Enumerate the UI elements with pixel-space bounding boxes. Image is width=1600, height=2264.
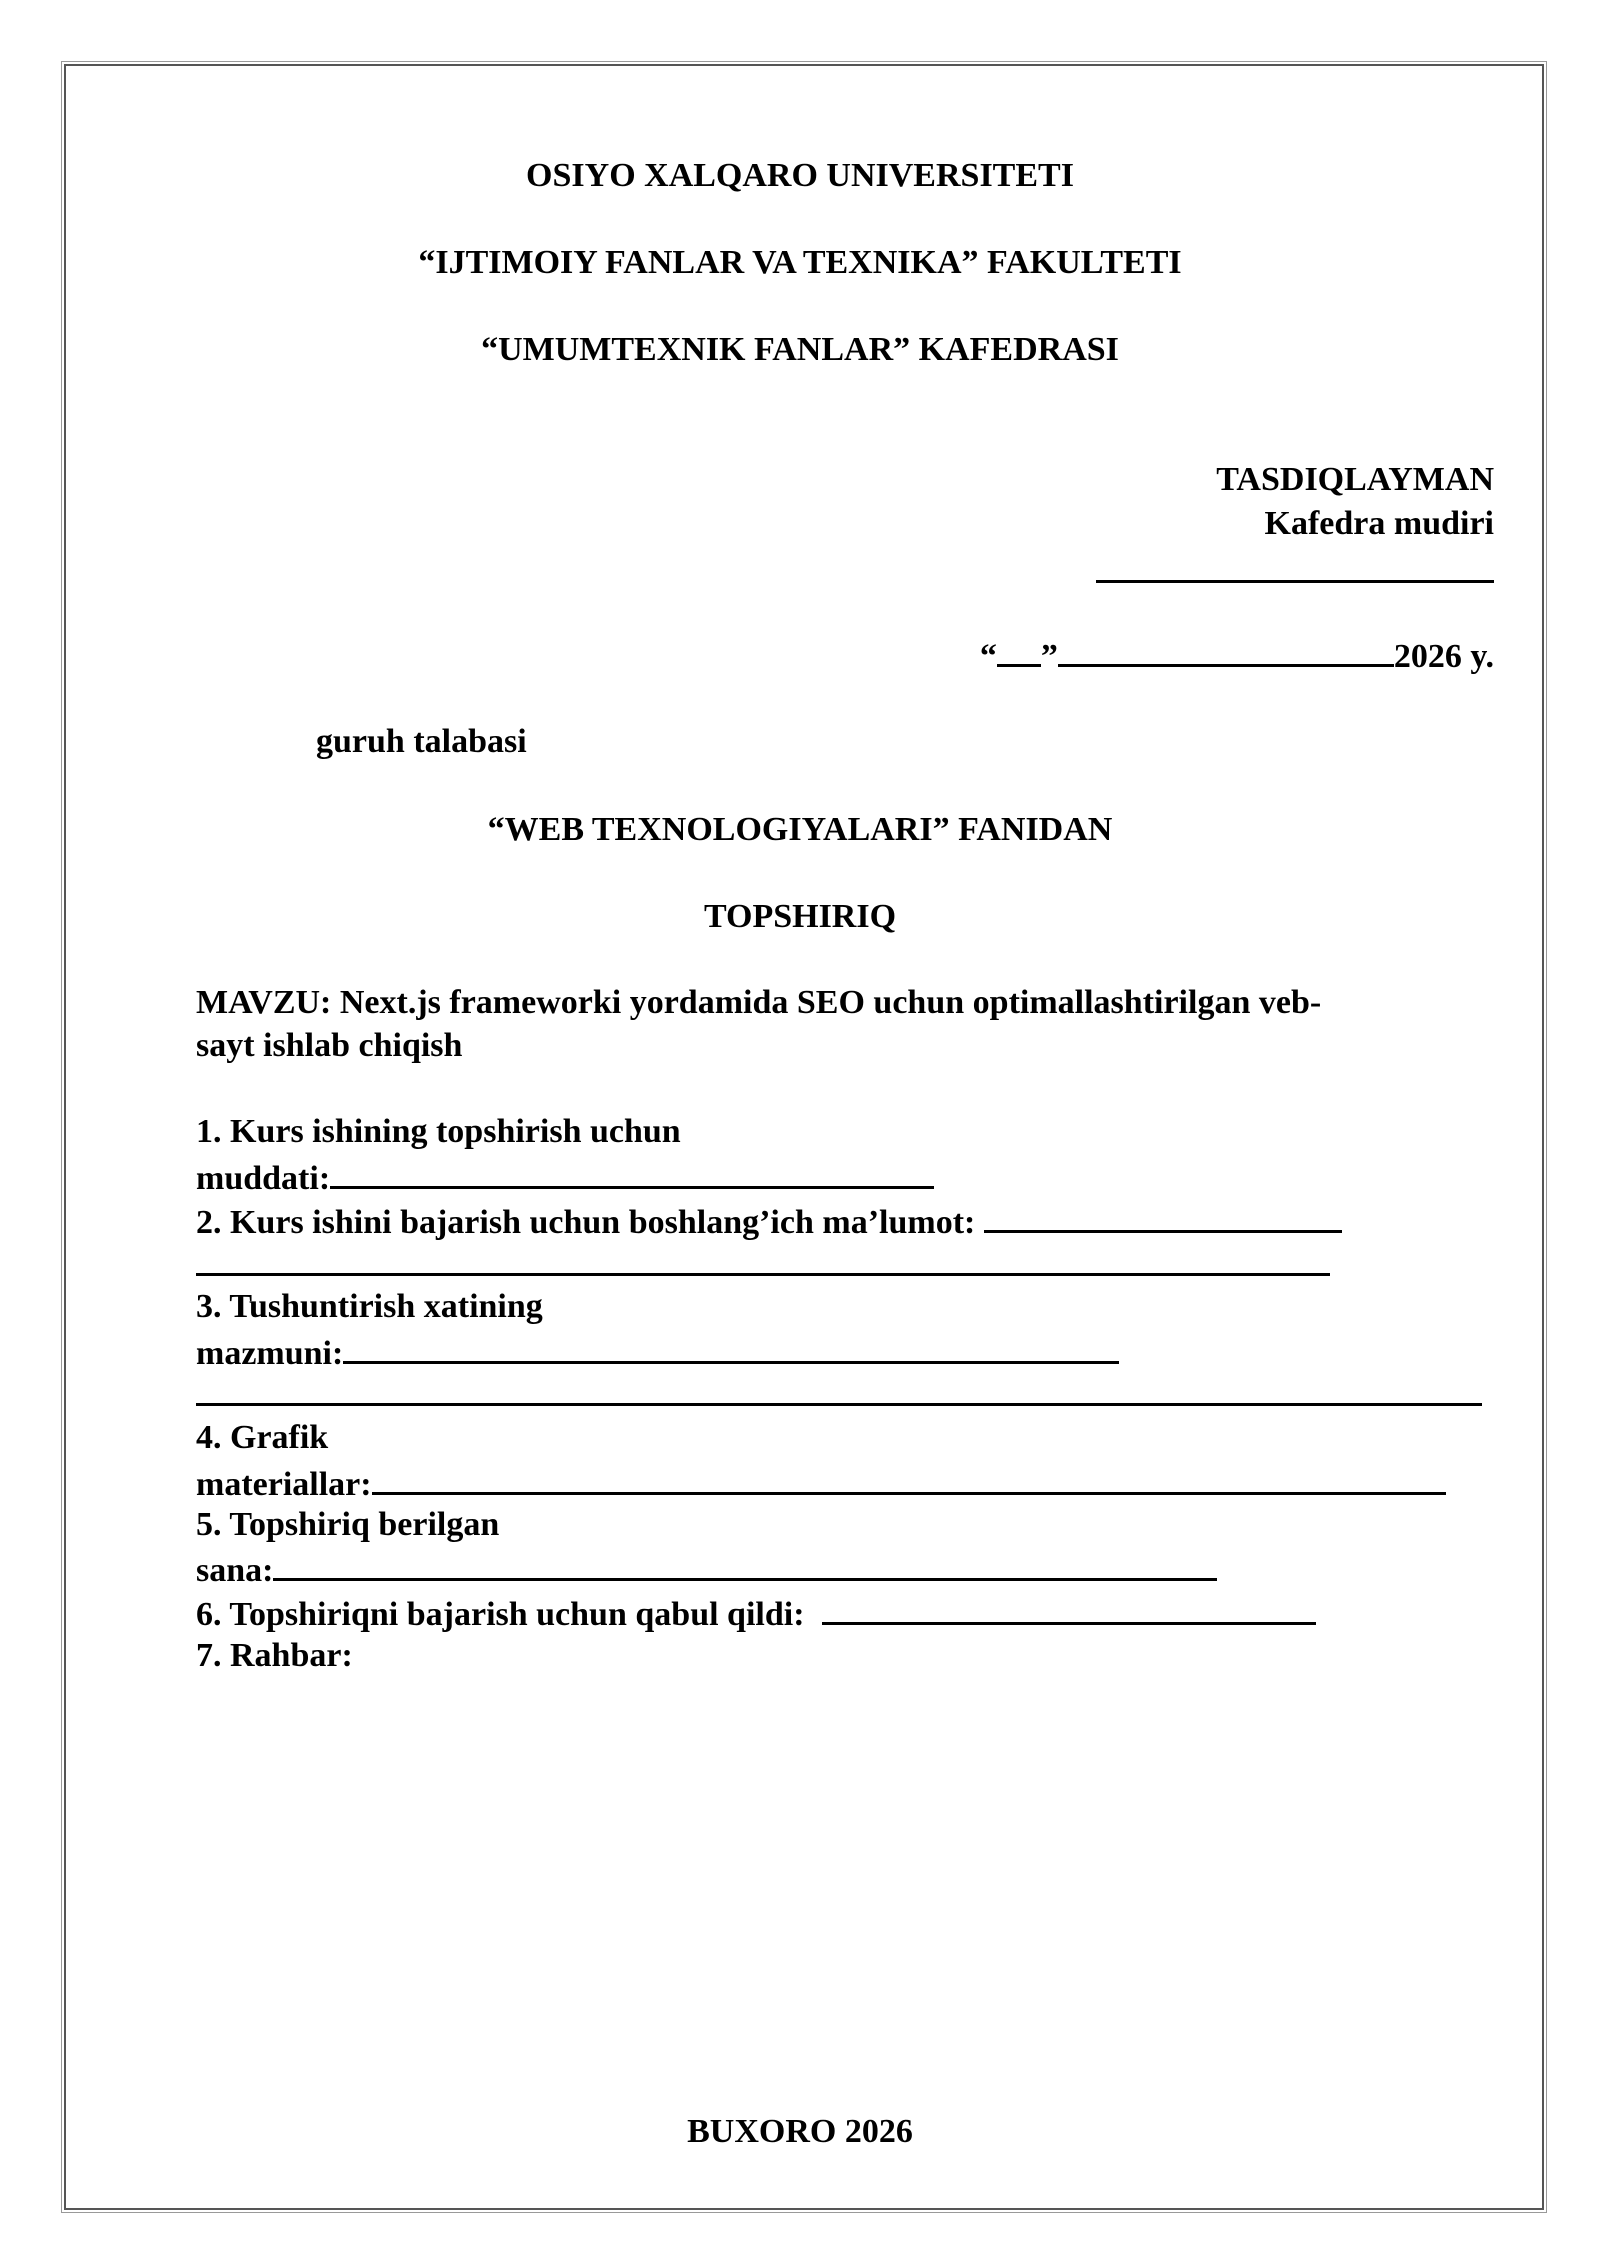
item-2-label: 2. Kurs ishini bajarish uchun boshlang’ich ma’lumot: bbox=[196, 1204, 976, 1241]
faculty-name: “IJTIMOIY FANLAR VA TEXNIKA” FAKULTETI bbox=[418, 244, 1182, 281]
item-5-label-cont: sana: bbox=[196, 1552, 274, 1589]
item-2-field bbox=[196, 1198, 1342, 1245]
date-close-quote: ” bbox=[1040, 638, 1058, 675]
signature-line bbox=[1096, 580, 1494, 583]
item-4-label-cont: materiallar: bbox=[196, 1466, 372, 1503]
department-name: “UMUMTEXNIK FANLAR” KAFEDRASI bbox=[481, 331, 1119, 368]
item-6-field bbox=[196, 1590, 1316, 1637]
accepted-by-blank bbox=[822, 1590, 1316, 1625]
day-blank bbox=[997, 632, 1041, 667]
document-type: TOPSHIRIQ bbox=[703, 898, 897, 935]
item-3-label-cont: mazmuni: bbox=[196, 1335, 344, 1372]
approval-role: Kafedra mudiri bbox=[1264, 505, 1494, 542]
topic-line-1: MAVZU: Next.js frameworki yordamida SEO uchun optimallashtirilgan veb- bbox=[196, 984, 1322, 1021]
approval-title: TASDIQLAYMAN bbox=[1216, 461, 1494, 498]
approval-date bbox=[980, 632, 1494, 679]
initial-data-blank-2 bbox=[196, 1273, 1330, 1276]
footer-place-year: BUXORO 2026 bbox=[687, 2113, 913, 2150]
date-open-quote: “ bbox=[979, 638, 997, 675]
item-1-label: 1. Kurs ishining topshirish uchun bbox=[196, 1113, 681, 1150]
subject-title: “WEB TEXNOLOGIYALARI” FANIDAN bbox=[487, 811, 1113, 848]
graphics-blank bbox=[372, 1460, 1446, 1495]
item-5-field bbox=[196, 1546, 1217, 1593]
date-year: 2026 y. bbox=[1393, 638, 1494, 675]
topic-line-2: sayt ishlab chiqish bbox=[196, 1027, 463, 1064]
deadline-blank bbox=[330, 1154, 934, 1189]
date-given-blank bbox=[273, 1546, 1217, 1581]
item-7-label: 7. Rahbar: bbox=[196, 1637, 353, 1674]
item-4-label: 4. Grafik bbox=[196, 1419, 329, 1456]
item-4-field bbox=[196, 1460, 1446, 1507]
item-3-field bbox=[196, 1329, 1119, 1376]
item-3-label: 3. Tushuntirish xatining bbox=[196, 1288, 543, 1325]
content-blank-2 bbox=[196, 1403, 1482, 1406]
university-name: OSIYO XALQARO UNIVERSITETI bbox=[526, 157, 1074, 194]
month-blank bbox=[1058, 632, 1394, 667]
item-5-label: 5. Topshiriq berilgan bbox=[196, 1506, 500, 1543]
content-blank bbox=[343, 1329, 1119, 1364]
item-6-label: 6. Topshiriqni bajarish uchun qabul qildi: bbox=[196, 1596, 805, 1633]
item-1-field bbox=[196, 1154, 934, 1201]
item-1-label-cont: muddati: bbox=[196, 1160, 331, 1197]
student-group-label: guruh talabasi bbox=[316, 723, 527, 760]
initial-data-blank bbox=[984, 1198, 1342, 1233]
